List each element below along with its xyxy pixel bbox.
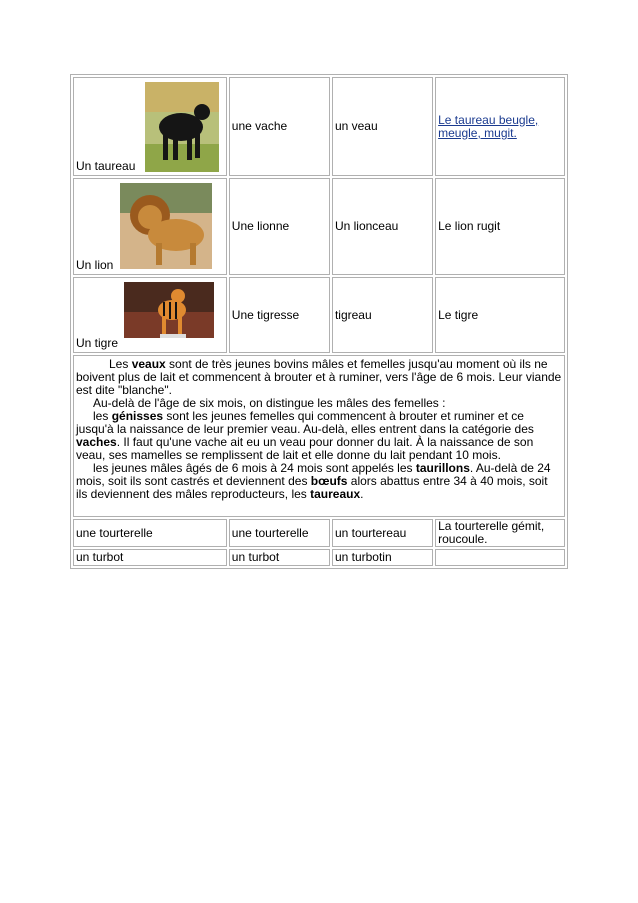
animal-cell <box>73 277 227 353</box>
text-bold: génisses <box>111 409 164 423</box>
veau-paragraph <box>73 355 565 517</box>
female-cell: une tourterelle <box>229 519 330 547</box>
text-bold: taurillons <box>415 461 470 475</box>
bull-photo <box>145 82 219 172</box>
table-row <box>73 277 565 353</box>
text: Les <box>109 357 132 371</box>
young-cell: un veau <box>332 77 433 176</box>
young-cell: un tourtereau <box>332 519 433 547</box>
female-cell: Une lionne <box>229 178 330 275</box>
female-cell: un turbot <box>229 549 330 566</box>
animal-cell <box>73 77 227 176</box>
text: alors abattus entre 34 à 40 mois, soit ils deviennent des mâles reproducteurs, les <box>76 474 548 501</box>
animal-cell: une tourterelle <box>73 519 227 547</box>
text: . Au-delà de 24 mois, soit ils sont castrés et deviennent des <box>76 461 551 488</box>
cry-cell: La tourterelle gémit, roucoule. <box>435 519 565 547</box>
text: Au-delà de l'âge de six mois, on distingue les mâles des femelles : <box>93 396 446 410</box>
text-bold: bœufs <box>310 474 348 488</box>
text-bold: veaux <box>131 357 166 371</box>
table-row <box>73 549 565 566</box>
animal-name: Un lion <box>76 258 114 272</box>
text: les jeunes mâles âgés de 6 mois à 24 mois sont appelés les <box>93 461 416 475</box>
table-row <box>73 519 565 547</box>
animal-name: Un taureau <box>76 159 136 173</box>
cry-cell: Le tigre <box>435 277 565 353</box>
table-row <box>73 77 565 176</box>
lion-photo <box>120 183 212 269</box>
text-bold: taureaux <box>310 487 361 501</box>
text: les <box>93 409 112 423</box>
cry-cell: Le lion rugit <box>435 178 565 275</box>
text: . <box>360 487 364 501</box>
female-cell: Une tigresse <box>229 277 330 353</box>
female-cell: une vache <box>229 77 330 176</box>
text: sont de très jeunes bovins mâles et femelles jusqu'au moment où ils ne boivent plus de lait et commencent à brouter et à ruminer, vers l'âge de 6 mois. Leur viande est dite "blanche". <box>76 357 562 397</box>
young-cell: tigreau <box>332 277 433 353</box>
table-row <box>73 355 565 517</box>
table-row <box>73 178 565 275</box>
cry-link[interactable]: Le taureau beugle, meugle, mugit. <box>438 112 539 140</box>
cry-cell <box>435 549 565 566</box>
cry-cell <box>435 77 565 176</box>
text: sont les jeunes femelles qui commencent à brouter et ruminer et ce jusqu'à la naissance de leur premier veau. Au-delà, elles entrent dans la catégorie des <box>76 409 534 436</box>
young-cell: un turbotin <box>332 549 433 566</box>
animal-cell <box>73 178 227 275</box>
animal-cell: un turbot <box>73 549 227 566</box>
text-bold: vaches <box>76 435 117 449</box>
tiger-photo <box>124 282 214 338</box>
text: . Il faut qu'une vache ait eu un veau pour donner du lait. À la naissance de son veau, ses mamelles se remplissent de lait et elle donne du lait pendant 10 mois. <box>76 435 534 462</box>
young-cell: Un lionceau <box>332 178 433 275</box>
animal-name: Un tigre <box>76 336 119 350</box>
animal-table <box>70 74 568 569</box>
